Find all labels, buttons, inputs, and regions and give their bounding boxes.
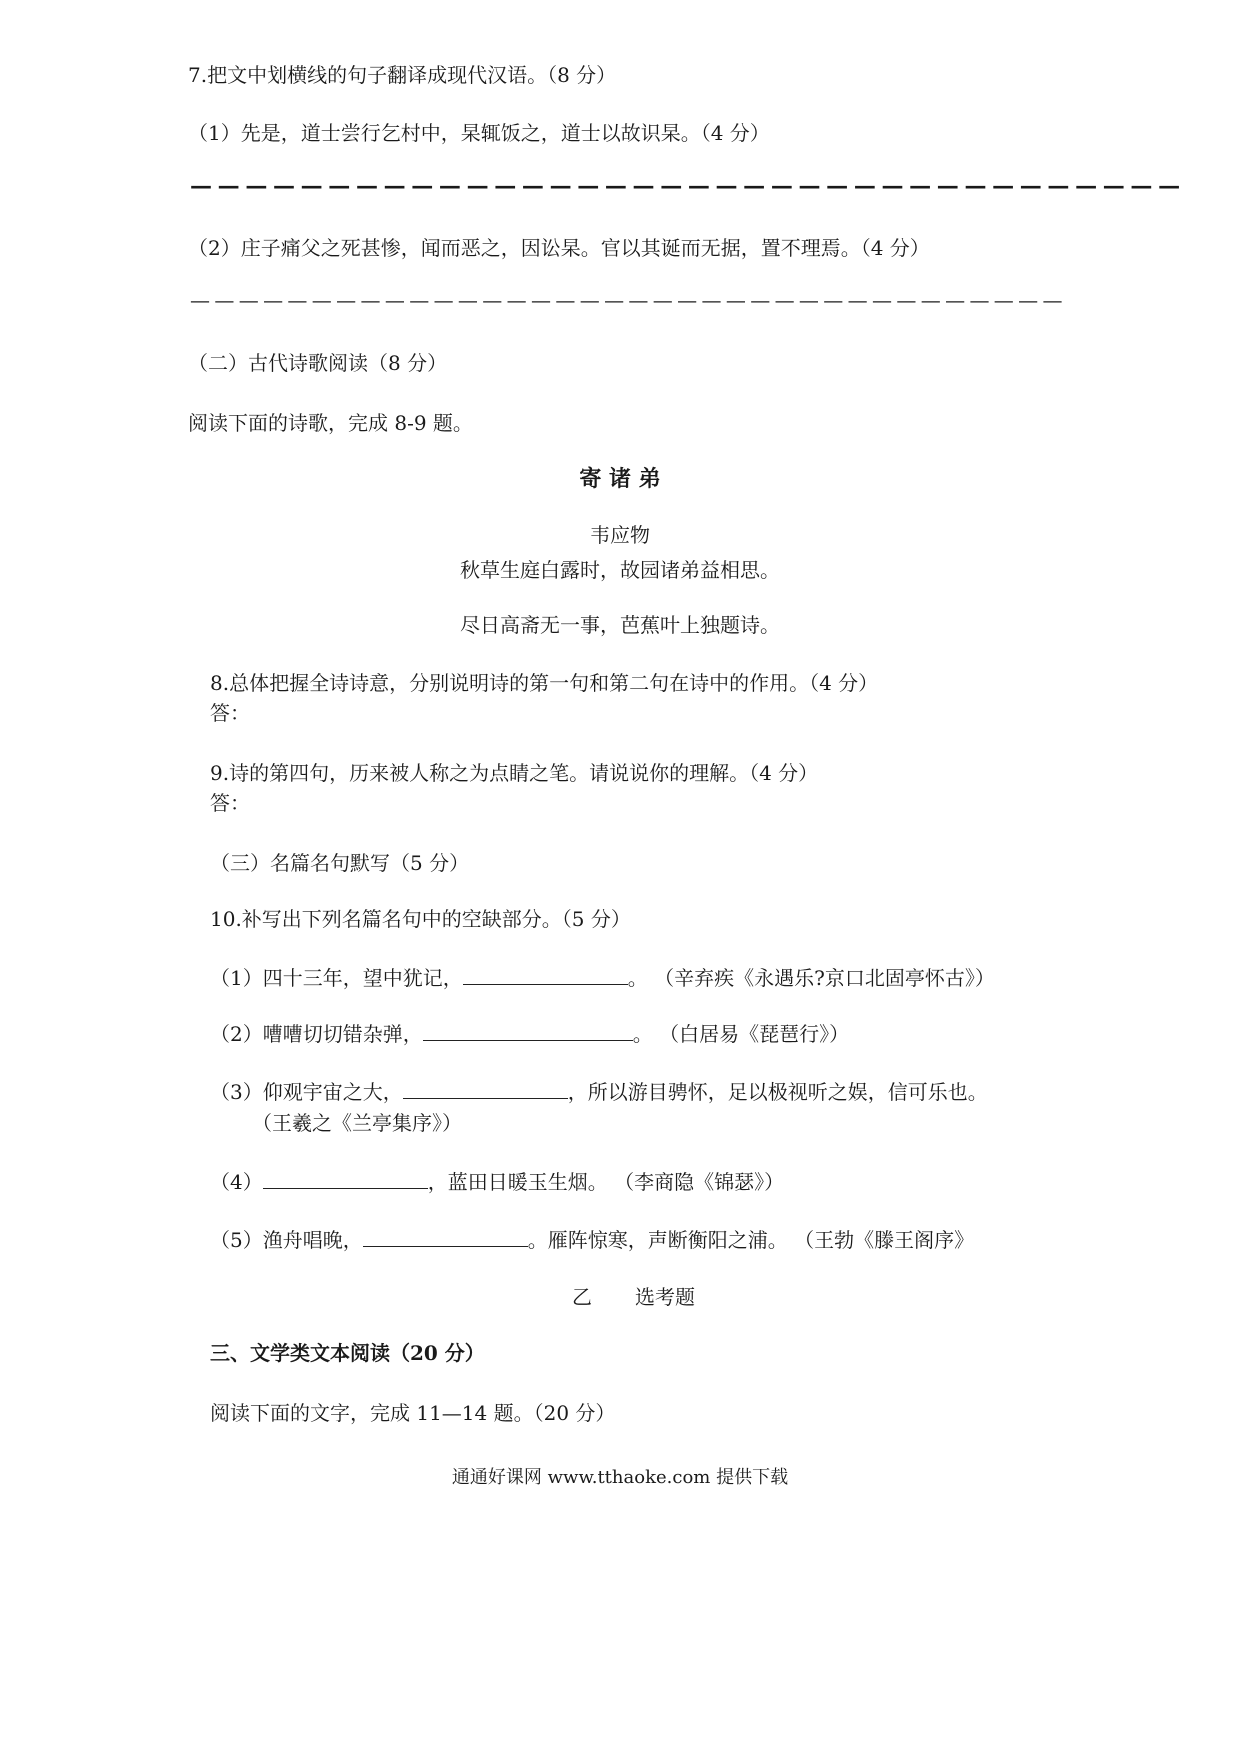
fill-item-5 [210,1226,974,1253]
fill-item-4-before: （4） [210,1170,263,1194]
fill-item-2-after: 。 （白居易《琵琶行》） [632,1022,850,1046]
footer-text: 通通好课网 www.tthaoke.com 提供下载 [451,1467,789,1488]
section-lit-title: 三、文学类文本阅读（20 分） [210,1341,485,1365]
fill-blank-4[interactable] [263,1168,428,1189]
poem-title: 寄 诸 弟 [579,466,661,492]
q9-answer-label: 答： [210,791,250,815]
fill-item-5-before: （5）渔舟唱晚， [210,1228,363,1252]
section2-title: （二）古代诗歌阅读（8 分） [188,351,448,375]
fill-blank-1[interactable] [463,964,628,985]
fill-item-3-before: （3）仰观宇宙之大， [210,1080,403,1104]
fill-item-1-after: 。 （辛弃疾《永遇乐?京口北固亭怀古》） [627,966,995,990]
optional-label-b: 选考题 [635,1285,695,1309]
fill-item-4-after: ，蓝田日暖玉生烟。 （李商隐《锦瑟》） [427,1170,785,1194]
fill-blank-2[interactable] [423,1020,633,1041]
poem-author: 韦应物 [590,523,650,547]
poem-line-2: 尽日高斋无一事，芭蕉叶上独题诗。 [460,613,780,637]
section2-instruction: 阅读下面的诗歌，完成 8-9 题。 [188,411,473,435]
fill-item-3-after: ，所以游目骋怀，足以极视听之娱，信可乐也。 [567,1080,988,1104]
fill-item-3-source: （王羲之《兰亭集序》） [252,1111,462,1135]
fill-item-2 [210,1020,849,1047]
fill-blank-3[interactable] [403,1078,568,1099]
q7-part2: （2）庄子痛父之死甚惨，闻而恶之，因讼杲。官以其诞而无据，置不理焉。（4 分） [188,236,930,260]
poem-line-1: 秋草生庭白露时，故园诸弟益相思。 [460,558,780,582]
q9-text: 9.诗的第四句，历来被人称之为点睛之笔。请说说你的理解。（4 分） [210,761,819,785]
section3-title: （三）名篇名句默写（5 分） [210,851,470,875]
q8-text: 8.总体把握全诗诗意，分别说明诗的第一句和第二句在诗中的作用。（4 分） [210,671,879,695]
fill-item-5-after: 。雁阵惊寒，声断衡阳之浦。 （王勃《滕王阁序》 [527,1228,975,1252]
fill-item-1-before: （1）四十三年，望中犹记， [210,966,463,990]
q7-answer-line-1: — — — — — — — — — — — — — — — — — — — — — — — — — — — — — — — — — — — — [190,173,1180,199]
fill-item-2-before: （2）嘈嘈切切错杂弹， [210,1022,423,1046]
q7-answer-line-2: — — — — — — — — — — — — — — — — — — — — — — — — — — — — — — — — — — — — [190,288,1062,312]
q7-title: 7.把文中划横线的句子翻译成现代汉语。（8 分） [188,63,617,87]
fill-item-4 [210,1168,784,1195]
optional-label-a: 乙 [572,1285,592,1309]
q7-part1: （1）先是，道士尝行乞村中，杲辄饭之，道士以故识杲。（4 分） [188,121,770,145]
fill-blank-5[interactable] [363,1226,528,1247]
fill-item-3 [210,1078,988,1105]
section-lit-instruction: 阅读下面的文字，完成 11—14 题。（20 分） [210,1401,616,1425]
q8-answer-label: 答： [210,701,250,725]
q10-text: 10.补写出下列名篇名句中的空缺部分。（5 分） [210,907,631,931]
fill-item-1 [210,964,995,991]
